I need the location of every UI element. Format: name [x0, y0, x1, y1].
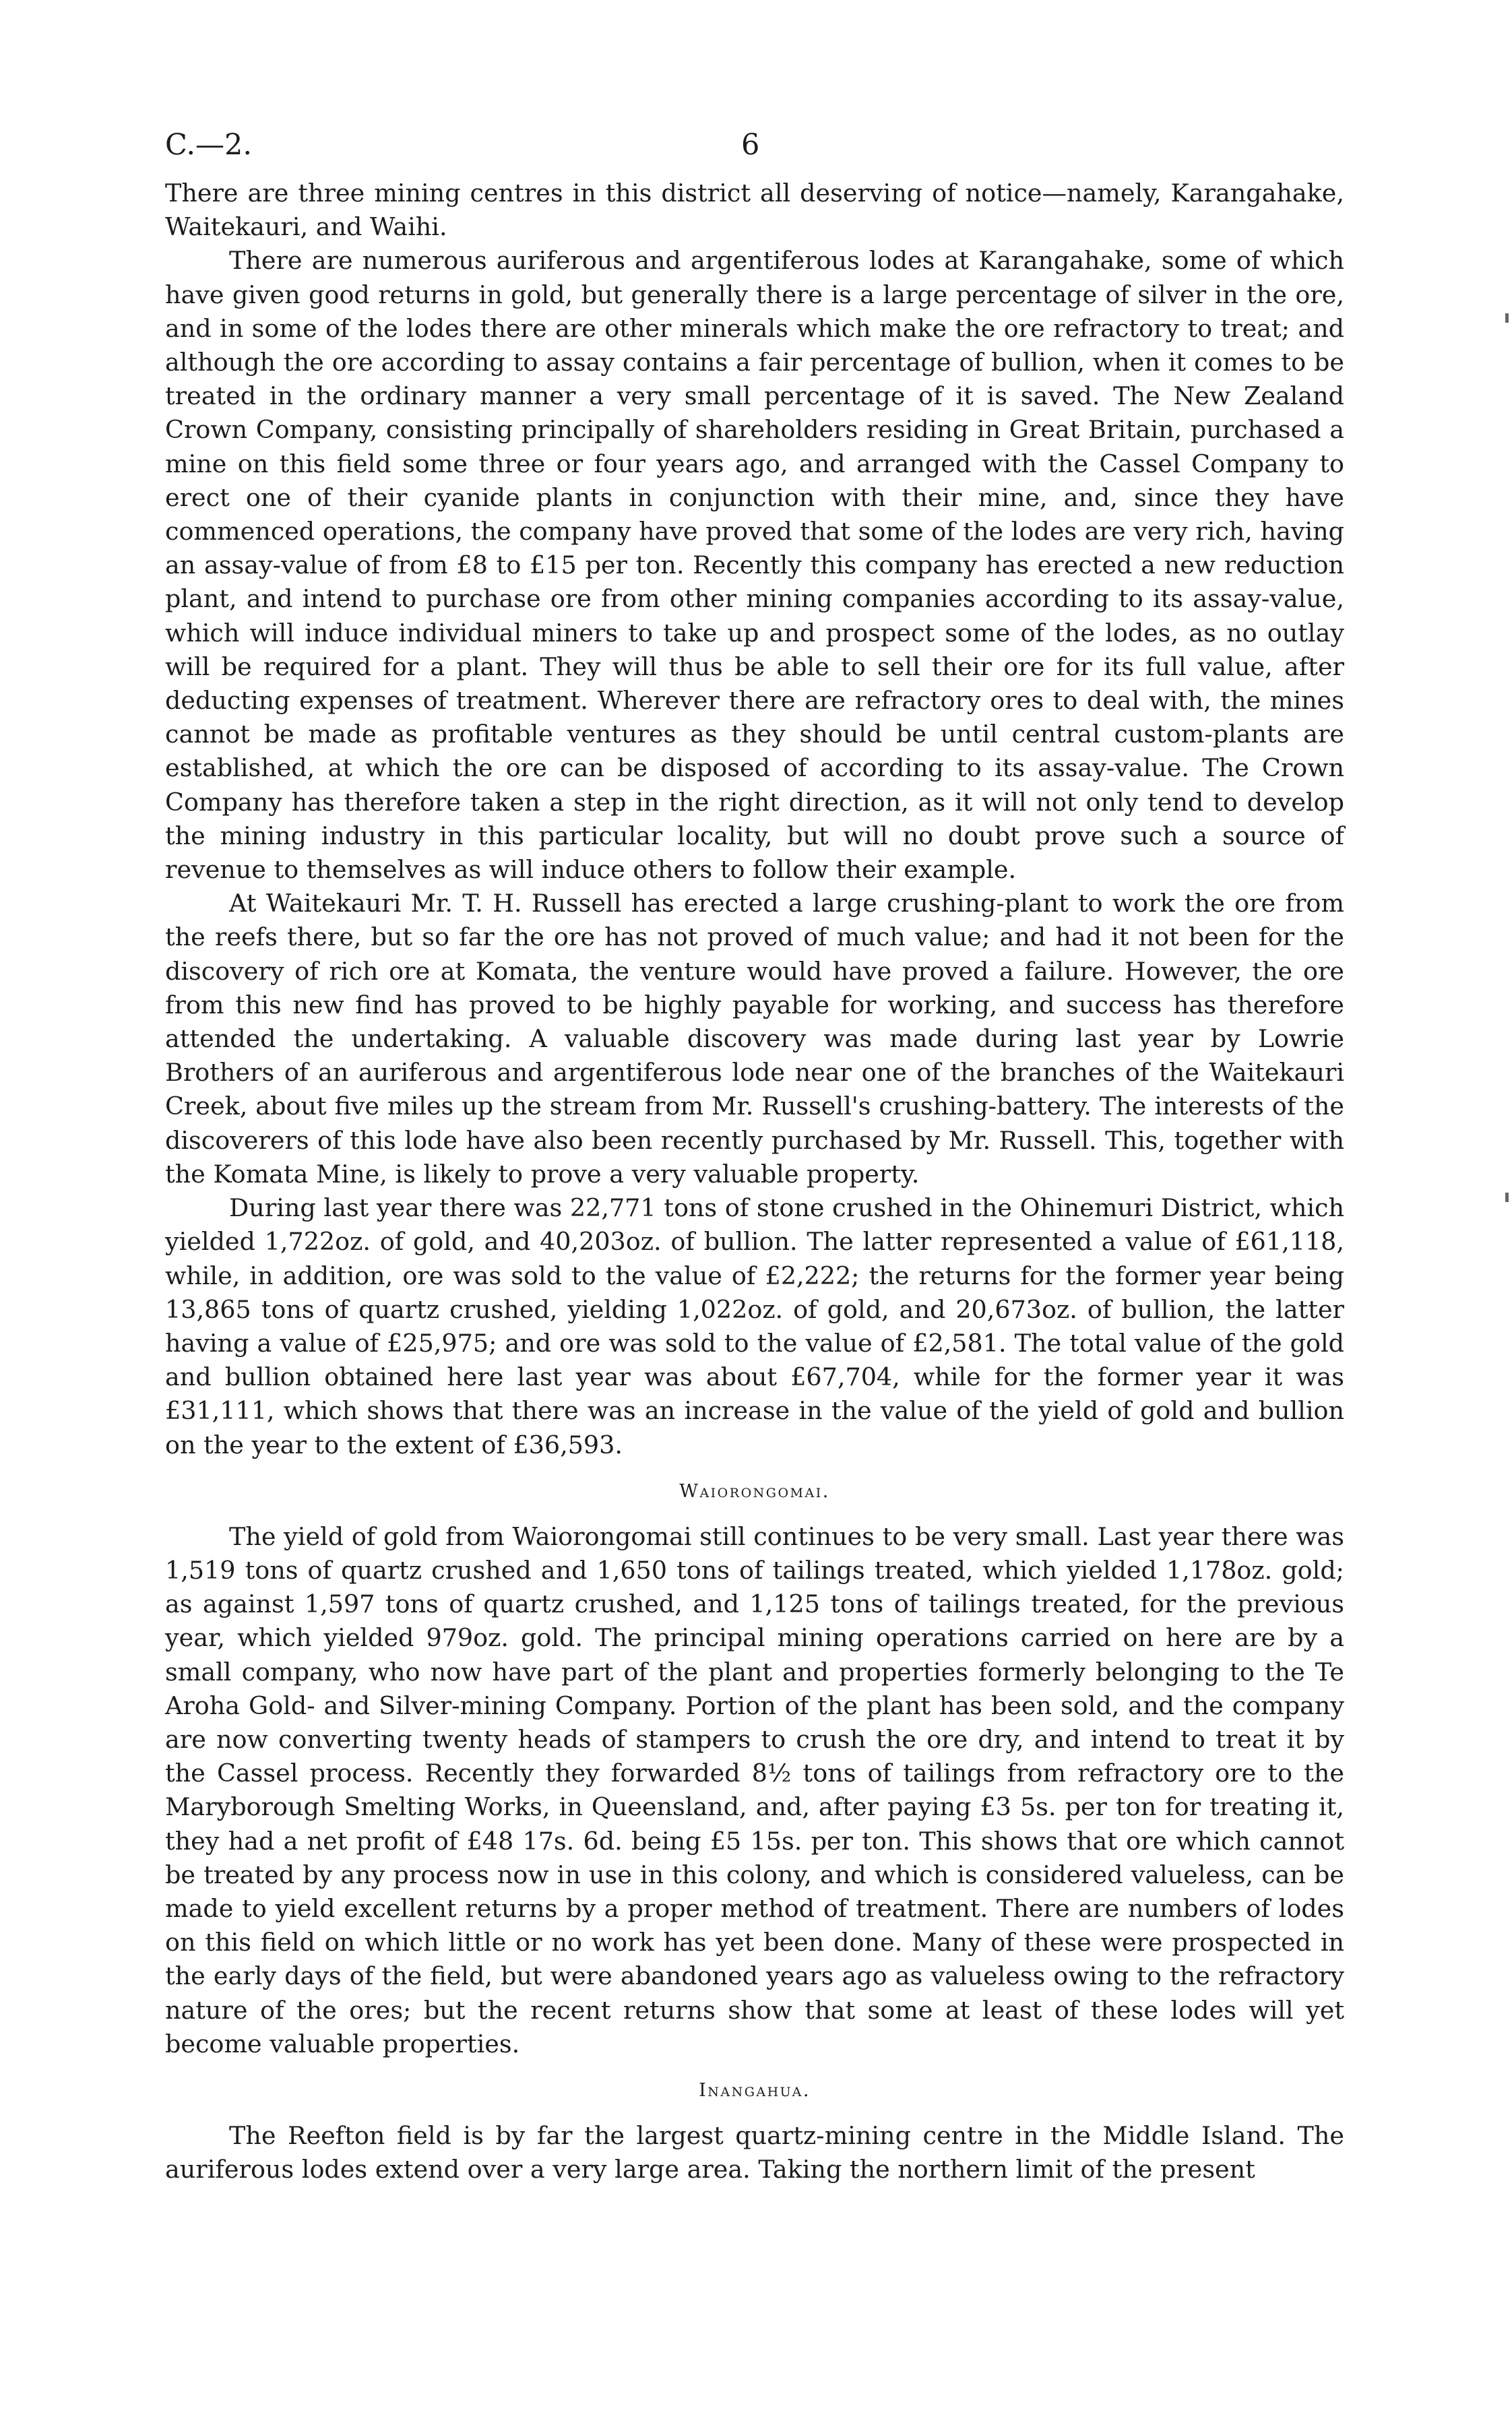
document-reference: C.—2. [165, 128, 253, 162]
paragraph-waiorongomai: The yield of gold from Waiorongomai still continues to be very small. Last year there was 1,519 tons of quartz crushed and 1,650 tons of tailings treated, which yielded 1,178oz. gold; as against 1,597 tons of quartz crushed, and 1,125 tons of tailings treated, for the previous year, which yielded 979oz. gold. The principal mining operations carried on here are by a small company, who now have part of the plant and properties formerly belonging to the Te Aroha Gold- and Silver-mining Company. Portion of the plant has been sold, and the company are now converting twenty heads of stampers to crush the ore dry, and intend to treat it by the Cassel process. Recently they forwarded 8½ tons of tailings from refractory ore to the Maryborough Smelting Works, in Queensland, and, after paying £3 5s. per ton for treating it, they had a net profit of £48 17s. 6d. being £5 15s. per ton. This shows that ore which cannot be treated by any process now in use in this colony, and which is considered valueless, can be made to yield excellent returns by a proper method of treatment. There are numbers of lodes on this field on which little or no work has yet been done. Many of these were prospected in the early days of the field, but were abandoned years ago as valueless owing to the refractory nature of the ores; but the recent returns show that some at least of these lodes will yet become valuable properties. [165, 1521, 1344, 2058]
page-header [165, 125, 1344, 165]
paragraph-karangahake: There are numerous auriferous and argentiferous lodes at Karangahake, some of which have given good returns in gold, but generally there is a large percentage of silver in the ore, and in some of the lodes there are other minerals which make the ore refractory to treat; and although the ore according to assay contains a fair percentage of bullion, when it comes to be treated in the ordinary manner a very small percentage of it is saved. The New Zealand Crown Company, consisting principally of shareholders residing in Great Britain, purchased a mine on this field some three or four years ago, and arranged with the Cassel Company to erect one of their cyanide plants in conjunction with their mine, and, since they have commenced operations, the company have proved that some of the lodes are very rich, having an assay-value of from £8 to £15 per ton. Recently this company has erected a new reduction plant, and intend to purchase ore from other mining companies according to its assay-value, which will induce individual miners to take up and prospect some of the lodes, as no outlay will be required for a plant. They will thus be able to sell their ore for its full value, after deducting expenses of treatment. Wherever there are refractory ores to deal with, the mines cannot be made as profitable ventures as they should be until central custom-plants are established, at which the ore can be disposed of according to its assay-value. The Crown Company has therefore taken a step in the right direction, as it will not only tend to develop the mining industry in this particular locality, but will no doubt prove such a source of revenue to themselves as will induce others to follow their example. [165, 246, 1344, 885]
page-body [165, 177, 1344, 2186]
paragraph-ohinemuri-returns: During last year there was 22,771 tons of stone crushed in the Ohinemuri District, which yielded 1,722oz. of gold, and 40,203oz. of bullion. The latter represented a value of £61,118, while, in addition, ore was sold to the value of £2,222; the returns for the former year being 13,865 tons of quartz crushed, yielding 1,022oz. of gold, and 20,673oz. of bullion, the latter having a value of £25,975; and ore was sold to the value of £2,581. The total value of the gold and bullion obtained here last year was about £67,704, while for the former year it was £31,111, which shows that there was an increase in the value of the yield of gold and bullion on the year to the extent of £36,593. [165, 1193, 1344, 1459]
section-heading-inangahua: Inangahua. [699, 2079, 811, 2101]
paragraph-waitekauri: At Waitekauri Mr. T. H. Russell has erected a large crushing-plant to work the ore from the reefs there, but so far the ore has not proved of much value; and had it not been for the discovery of rich ore at Komata, the venture would have proved a failure. However, the ore from this new find has proved to be highly payable for working, and success has therefore attended the undertaking. A valuable discovery was made during last year by Lowrie Brothers of an auriferous and argentiferous lode near one of the branches of the Waitekauri Creek, about five miles up the stream from Mr. Russell's crushing-battery. The interests of the discoverers of this lode have also been recently purchased by Mr. Russell. This, together with the Komata Mine, is likely to prove a very valuable property. [165, 889, 1344, 1189]
paragraph-intro: There are three mining centres in this district all deserving of notice—namely, Karangahake, Waitekauri, and Waihi. [165, 179, 1344, 242]
section-heading-waiorongomai: Waiorongomai. [679, 1480, 830, 1502]
paragraph-inangahua: The Reefton field is by far the largest quartz-mining centre in the Middle Island. The auriferous lodes extend over a very large area. Taking the northern limit of the present [165, 2120, 1344, 2184]
margin-mark [1505, 313, 1509, 323]
margin-mark [1505, 1193, 1509, 1202]
page-number: 6 [741, 128, 760, 162]
